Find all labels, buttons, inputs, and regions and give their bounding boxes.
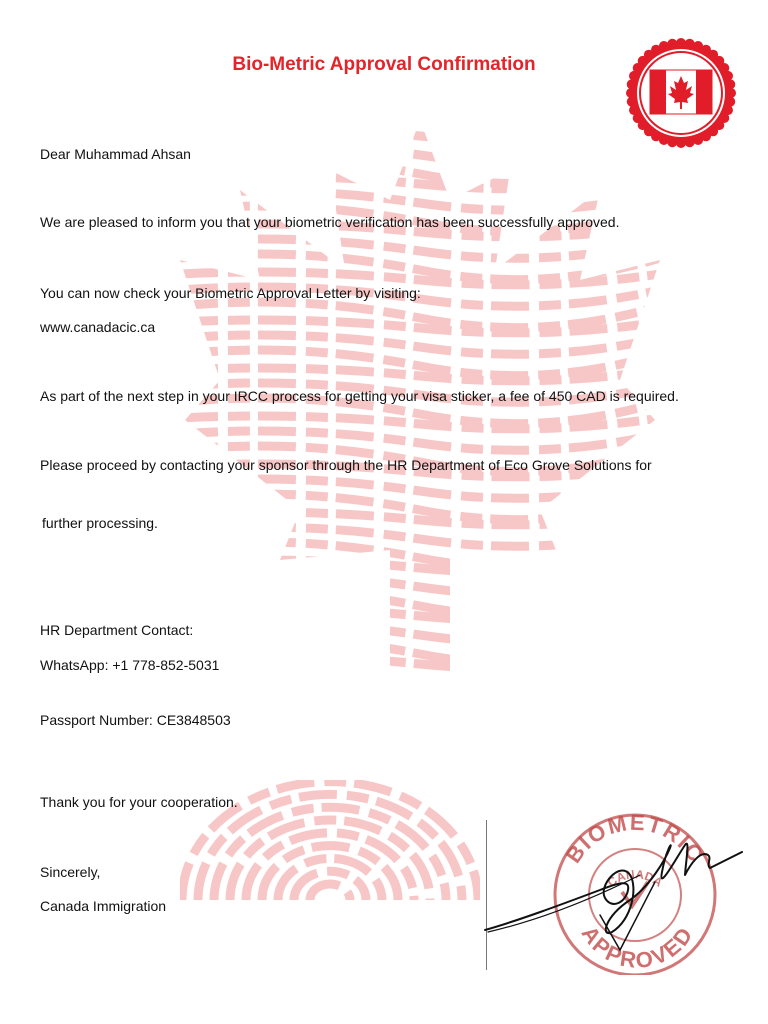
whatsapp-number: WhatsApp: +1 778-852-5031 <box>40 657 220 673</box>
fingerprint-arc <box>262 846 398 900</box>
fingerprint-ridge <box>180 272 660 285</box>
proceed-text-continued: further processing. <box>42 515 158 531</box>
fingerprint-arc <box>278 858 382 900</box>
fingerprint-ridge <box>180 512 660 525</box>
fingerprint-ridge <box>180 239 660 258</box>
fingerprint-ridge <box>180 560 660 573</box>
fingerprint-ridge <box>180 368 660 381</box>
fingerprint-ridge <box>180 158 660 184</box>
stamp-top-text: BIOMETRIC <box>560 809 710 868</box>
fingerprint-arc <box>214 807 446 900</box>
fingerprint-ridge <box>180 191 660 210</box>
hr-contact-label: HR Department Contact: <box>40 622 194 638</box>
fingerprint-ridge <box>180 320 660 333</box>
stamp-bottom-text: APPROVED <box>576 921 699 974</box>
proceed-text: Please proceed by contacting your sponsor through the HR Department of Eco Grove Solutions for <box>40 457 652 473</box>
fingerprint-arc <box>310 884 350 900</box>
passport-number: Passport Number: CE3848503 <box>40 712 231 728</box>
fingerprint-arc <box>230 820 430 900</box>
salutation: Dear Muhammad Ahsan <box>40 146 191 162</box>
handwritten-signature-icon <box>480 820 750 970</box>
maple-leaf-fingerprint-watermark <box>180 120 660 900</box>
fingerprint-ridge <box>180 128 660 141</box>
fingerprint-ridge <box>180 542 660 568</box>
fingerprint-ridge <box>180 302 660 328</box>
fingerprint-ridge <box>180 176 660 189</box>
website-link[interactable]: www.canadacic.ca <box>40 319 156 335</box>
signoff-text: Canada Immigration <box>40 898 167 914</box>
approval-notice: We are pleased to inform you that your biometric verification has been successfully approved. <box>40 214 620 230</box>
fee-notice: As part of the next step in your IRCC process for getting your visa sticker, a fee of 450 CAD is required. <box>40 388 679 404</box>
canada-flag-seal-icon <box>626 38 736 148</box>
fingerprint-ridge <box>180 350 660 376</box>
fingerprint-ridge <box>180 527 660 546</box>
fingerprint-ridge <box>180 431 660 450</box>
closing-text: Sincerely, <box>40 864 101 880</box>
fingerprint-ridge <box>180 335 660 354</box>
fingerprint-ridge <box>180 143 660 162</box>
fingerprint-ridge <box>180 590 660 616</box>
fingerprint-ridge <box>180 494 660 520</box>
fingerprint-arc <box>246 833 414 900</box>
fingerprint-ridge <box>180 575 660 594</box>
thanks-text: Thank you for your cooperation. <box>40 794 238 810</box>
check-letter-text: You can now check your Biometric Approval Letter by visiting: <box>40 285 421 301</box>
page-title: Bio-Metric Approval Confirmation <box>232 54 536 75</box>
fingerprint-ridge <box>180 479 660 498</box>
stamp-middle-text: CANADA <box>604 867 666 890</box>
fingerprint-arc <box>294 871 366 900</box>
fingerprint-ridge <box>180 608 660 621</box>
fingerprint-ridge <box>180 254 660 280</box>
fingerprint-ridge <box>180 623 660 642</box>
fingerprint-ridge <box>180 638 660 664</box>
fingerprint-ridge <box>180 656 660 669</box>
fingerprint-ridge <box>180 416 660 429</box>
